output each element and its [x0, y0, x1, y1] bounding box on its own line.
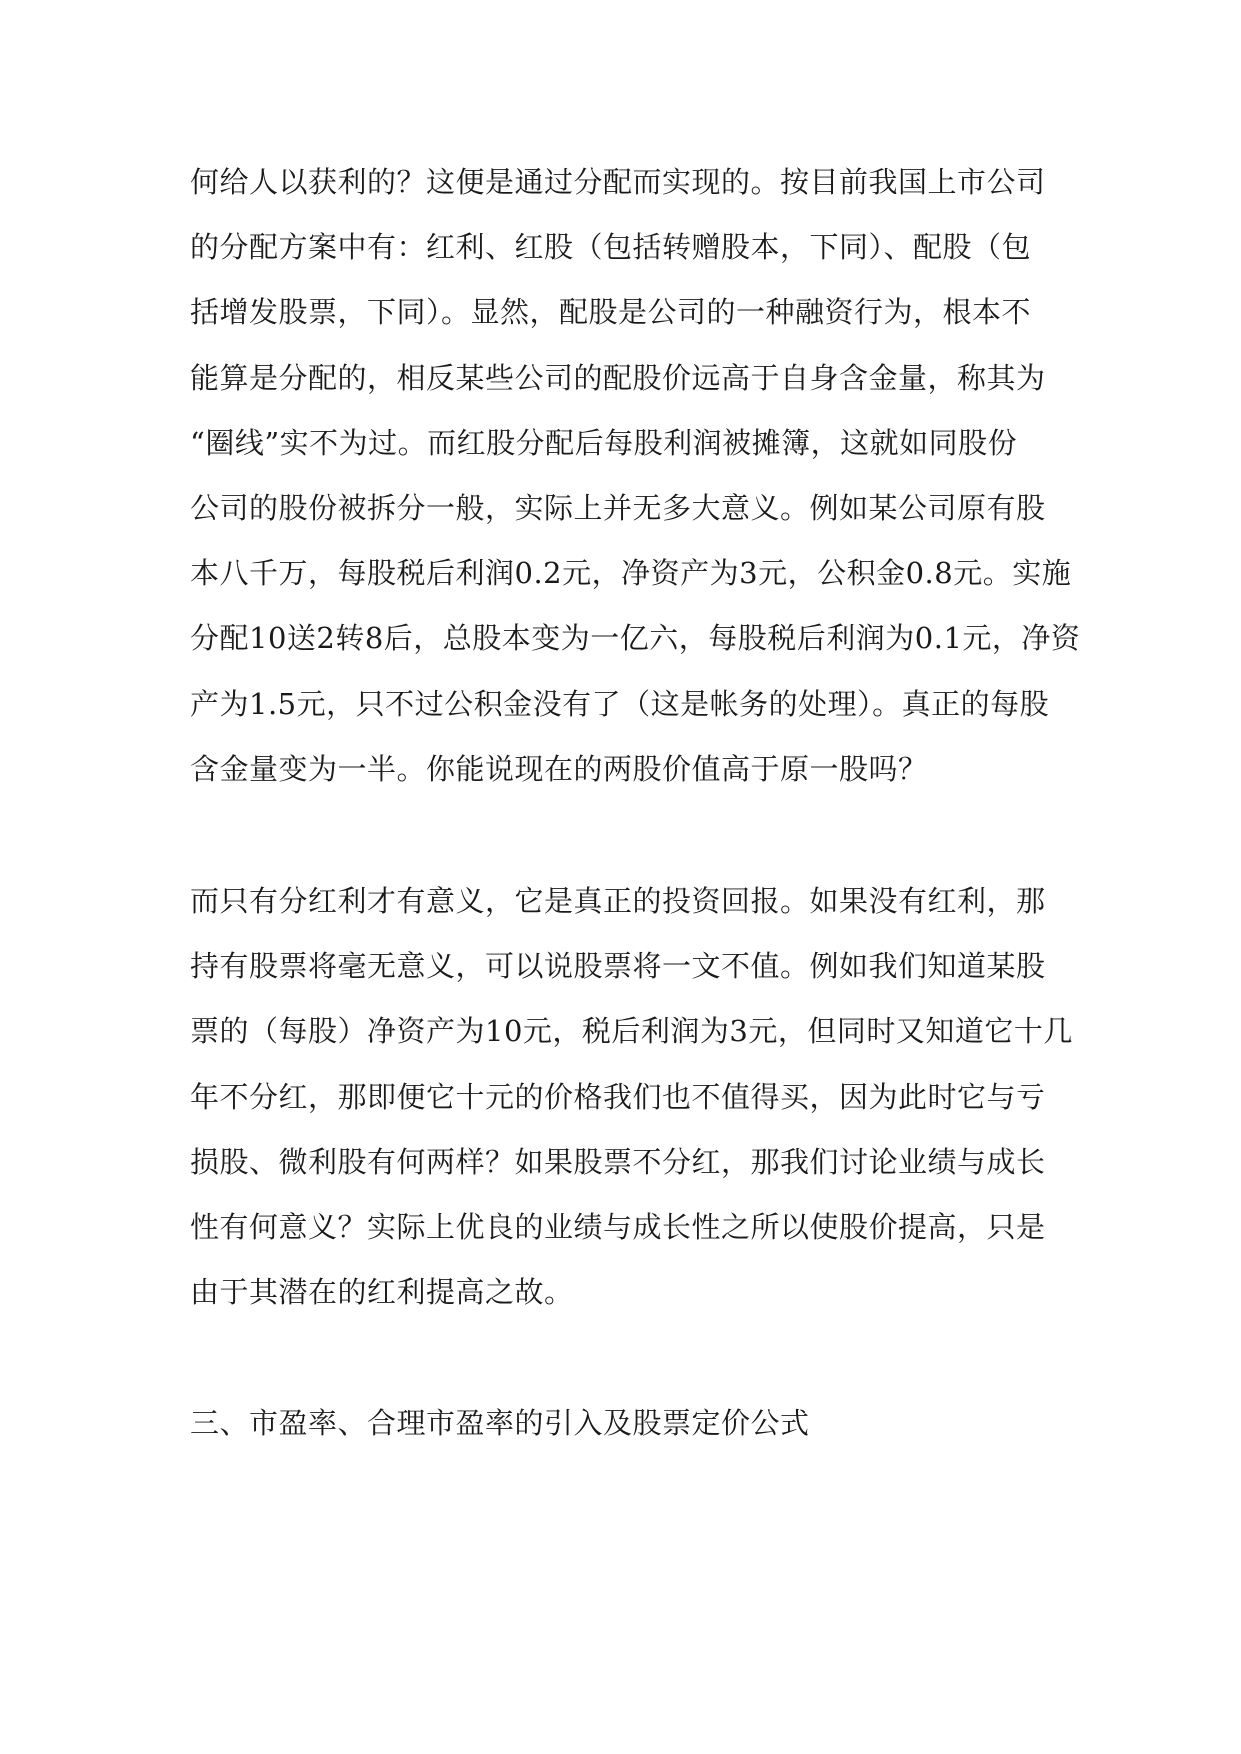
- text-line: 票的（每股）净资产为10元，税后利润为3元，但同时又知道它十几: [190, 1014, 1073, 1048]
- text-line: 含金量变为一半。你能说现在的两股价值高于原一股吗？: [190, 752, 928, 786]
- text-line: 年不分红，那即便它十元的价格我们也不值得买，因为此时它与亏: [190, 1080, 1046, 1114]
- text-line: 性有何意义？实际上优良的业绩与成长性之所以使股价提高，只是: [190, 1210, 1046, 1244]
- text-line: 公司的股份被拆分一般，实际上并无多大意义。例如某公司原有股: [190, 491, 1046, 525]
- text-line: 能算是分配的，相反某些公司的配股价远高于自身含金量，称其为: [190, 361, 1046, 395]
- text-line: 产为1.5元，只不过公积金没有了（这是帐务的处理）。真正的每股: [190, 687, 1050, 721]
- text-line: 括增发股票，下同）。显然，配股是公司的一种融资行为，根本不: [190, 295, 1032, 329]
- text-line: 的分配方案中有：红利、红股（包括转赠股本，下同）、配股（包: [190, 230, 1032, 264]
- text-line: 本八千万，每股税后利润0.2元，净资产为3元，公积金0.8元。实施: [190, 556, 1072, 590]
- section-heading: 三、市盈率、合理市盈率的引入及股票定价公式: [190, 1406, 810, 1440]
- text-line: 分配10送2转8后，总股本变为一亿六，每股税后利润为0.1元，净资: [190, 621, 1081, 655]
- text-line: 由于其潜在的红利提高之故。: [190, 1275, 574, 1309]
- text-line: 何给人以获利的？这便是通过分配而实现的。按目前我国上市公司: [190, 165, 1046, 199]
- text-line: 而只有分红利才有意义，它是真正的投资回报。如果没有红利，那: [190, 884, 1046, 918]
- text-line: 持有股票将毫无意义，可以说股票将一文不值。例如我们知道某股: [190, 949, 1046, 983]
- text-line: “圈线”实不为过。而红股分配后每股利润被摊簿，这就如同股份: [190, 426, 1018, 460]
- text-line: 损股、微利股有何两样？如果股票不分红，那我们讨论业绩与成长: [190, 1145, 1046, 1179]
